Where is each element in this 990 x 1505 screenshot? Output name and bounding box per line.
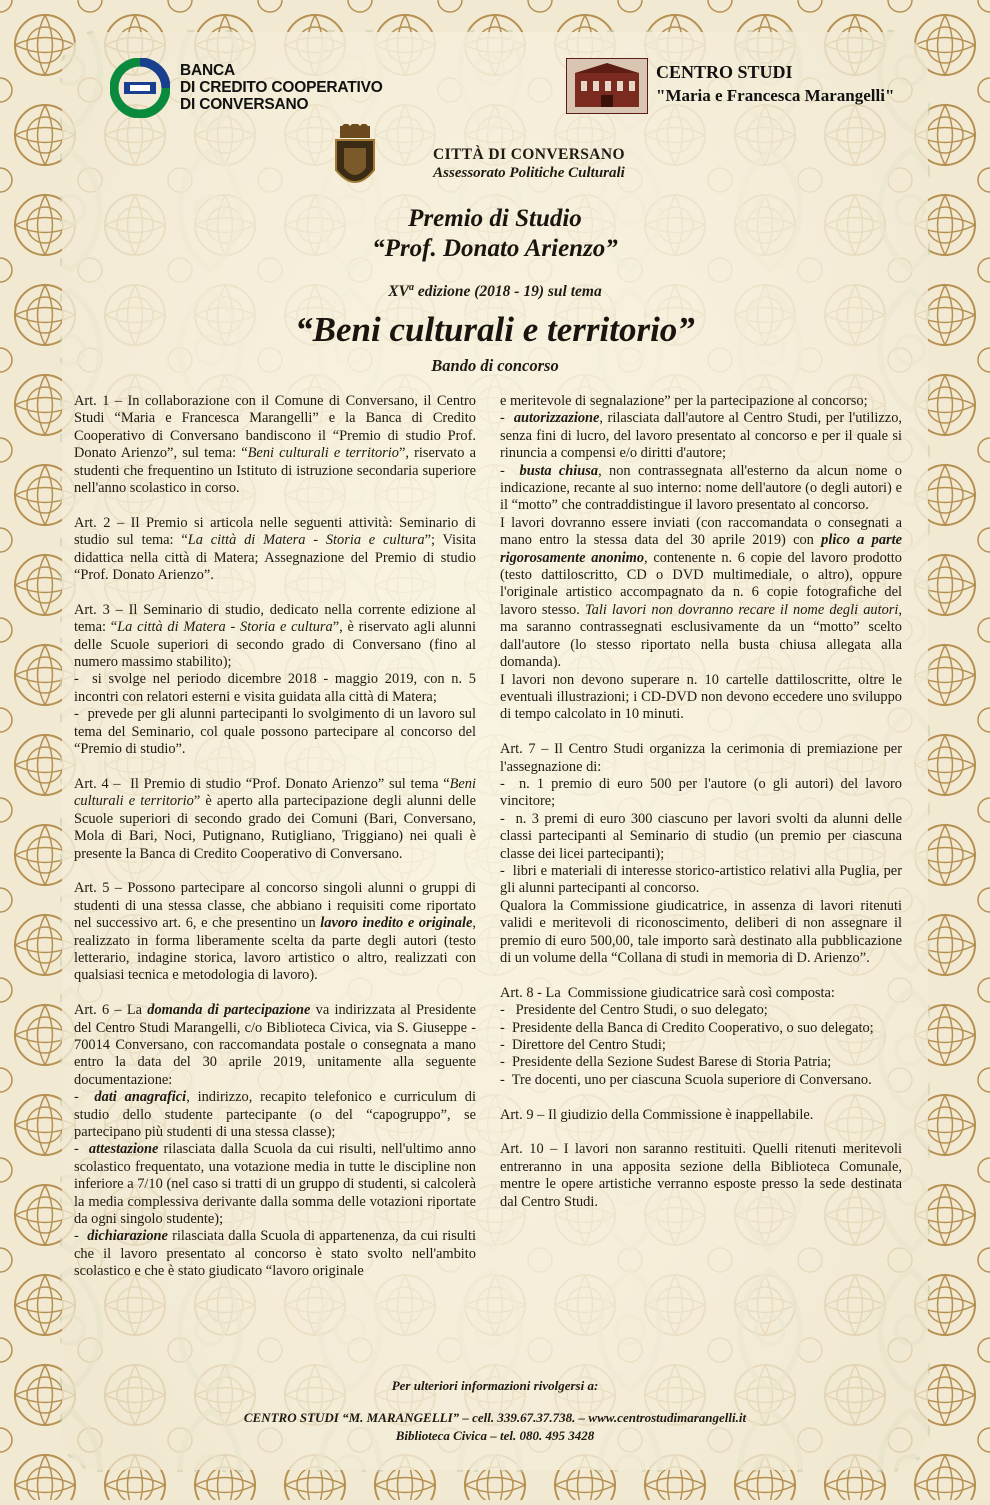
footer-info: Per ulteriori informazioni rivolgersi a: (391, 1378, 599, 1393)
articles-left-column (74, 393, 476, 1281)
prize-title: Premio di Studio “Prof. Donato Arienzo” (372, 205, 618, 262)
footer-library: Biblioteca Civica – tel. 080. 495 3428 (395, 1428, 595, 1443)
bando-subtitle: Bando di concorso (431, 356, 559, 375)
city-heading (404, 146, 654, 182)
footer-contacts: CENTRO STUDI “M. MARANGELLI” – cell. 339.67.37.738. – www.centrostudimarangelli.it (243, 1410, 747, 1425)
article-4: Art. 4 – Il Premio di studio “Prof. Donato Arienzo” sul tema “Beni culturali e territorio” è aperto alla partecipazione degli alunni delle Scuole superiori di secondo grado dei Comuni (Bari, Conversano, Mola di Bari, Noci, Putignano, Rutigliano, Triggiano) nei quali è presente la Banca di Credito Cooperativo di Conversano. (74, 775, 476, 862)
article-5: Art. 5 – Possono partecipare al concorso singoli alunni o gruppi di studenti di una stessa classe, che abbiano i requisiti come riportato nel successivo art. 6, e che presentino un lavoro inedito e originale, realizzato in forma liberamente scelta da parte degli autori (testo letterario, indagine storica, lavoro artistico o altro, realizzati con qualsiasi tecnica e metodologia di lavoro). (74, 880, 476, 984)
centro-studi-logo (566, 58, 926, 120)
article-1: Art. 1 – In collaborazione con il Comune di Conversano, il Centro Studi “Maria e Francesca Marangelli” e la Banca di Credito Cooperativo di Conversano bandiscono il “Premio di studio Prof. Donato Arienzo”, sul tema: “Beni culturali e territorio”, riservato a studenti che frequentino un Istituto di istruzione secondaria superiore nell'anno scolastico in corso. (74, 393, 476, 497)
article-6-continued: e meritevole di segnalazione” per la partecipazione al concorso; - autorizzazione, rilasciata dall'autore al Centro Studi, per l'utilizzo, senza fini di lucro, del lavoro presentato al concorso e per il quale si rinuncia a compensi e/o diritti d'autore; - busta chiusa, non contrassegnata all'esterno da alcun nome o indicazione, recante al suo interno: nome dell'autore (o degli autori) e il “motto” che contraddistingue il lavoro presentato al concorso. I lavori dovranno essere inviati (con raccomandata o consegnati a mano entro la stessa data del 30 aprile 2019) con plico a parte rigorosamente anonimo, contenente n. 6 copie del lavoro prodotto (testo dattiloscritto, CD o DVD multimediale, o altro), oppure l'originale artistico accompagnato da n. 6 copie fotografiche del lavoro stesso. Tali lavori non dovranno recare il nome degli autori, ma saranno contrassegnati esclusivamente da un “motto” scelto dall'autore (lo stesso riportato nella busta chiusa allegata alla domanda). I lavori non devono superare n. 10 cartelle dattiloscritte, oltre le eventuali illustrazioni; i CD-DVD non devono eccedere uno sviluppo di tempo calcolato in 10 minuti. (500, 393, 903, 723)
bank-logo (110, 58, 383, 118)
building-photo-icon (566, 58, 648, 114)
city-name: CITTÀ DI CONVERSANO (433, 146, 625, 163)
department-name: Assessorato Politiche Culturali (433, 165, 625, 181)
edition-line: $XV^a$ edizione (2018 - 19) sul tema (388, 282, 602, 301)
bank-logo-icon (110, 58, 170, 118)
city-crest-icon (330, 124, 380, 196)
article-9: Art. 9 – Il giudizio della Commissione è inappellabile. (500, 1106, 814, 1123)
article-2: Art. 2 – Il Premio si articola nelle seguenti attività: Seminario di studio sul tema: “La città di Matera - Storia e cultura”; Visita didattica nella città di Matera; Assegnazione del Premio di studio “Prof. Donato Arienzo”. (74, 514, 476, 584)
theme-title: “Beni culturali e territorio” (295, 310, 695, 349)
article-8: Art. 8 - La Commissione giudicatrice sarà così composta: - Presidente del Centro Studi, o suo delegato; - Presidente della Banca di Credito Cooperativo, o suo delegato; - Direttore del Centro Studi; - Presidente della Sezione Sudest Barese di Storia Patria; - Tre docenti, uno per ciascuna Scuola superiore di Conversano. (500, 984, 874, 1088)
articles-right-column (500, 393, 902, 1228)
article-3: Art. 3 – Il Seminario di studio, dedicato nella corrente edizione al tema: “La città di Matera - Storia e cultura”, è riservato agli alunni delle Scuole superiori di secondo grado di Conversano (fino al numero massimo stabilito); - si svolge nel periodo dicembre 2018 - maggio 2019, con n. 5 incontri con relatori esterni e visita guidata alla città di Matera; - prevede per gli alunni partecipanti lo svolgimento di un lavoro sul tema del Seminario, col quale possono partecipare al concorso del “Premio di studio”. (74, 601, 477, 758)
article-6: Art. 6 – La domanda di partecipazione va indirizzata al Presidente del Centro Studi Marangelli, c/o Biblioteca Civica, via S. Giuseppe - 70014 Conversano, con raccomandata postale o consegnata a mano entro la data del 30 aprile 2019, unitamente alla seguente documentazione: - dati anagrafici, indirizzo, recapito telefonico e curriculum di studio dello studente partecipante (o del “capogruppo”, se partecipano più studenti di una stessa classe); - attestazione rilasciata dalla Scuola da cui risulti, nell'ultimo anno scolastico frequentato, una votazione media in tutte le discipline non inferiore a 7/10 (nel caso si tratti di un gruppo di studenti, si calcolerà la media complessiva derivante dalla somma delle votazioni riportate da ogni singolo studente); - dichiarazione rilasciata dalla Scuola di appartenenza, da cui risulti che il lavoro presentato al concorso è stato svolto nell'ambito scolastico e che è stato giudicato “lavoro originale (74, 1002, 476, 1280)
article-10: Art. 10 – I lavori non saranno restituiti. Quelli ritenuti meritevoli entreranno in una apposita sezione della Biblioteca Comunale, mentre le opere artistiche verranno esposte presso la sede destinata dal Centro Studi. (500, 1141, 902, 1210)
article-7: Art. 7 – Il Centro Studi organizza la cerimonia di premiazione per l'assegnazione di: - n. 1 premio di euro 500 per l'autore (o gli autori) del lavoro vincitore; - n. 3 premi di euro 300 ciascuno per lavori svolti da alunni delle classi partecipanti al Seminario di studio (un premio per ciascuna classe dei licei partecipanti); - libri e materiali di interesse storico-artistico relativi alla Puglia, per gli alunni partecipanti al concorso. Qualora la Commissione giudicatrice, in assenza di lavori ritenuti validi e meritevoli di riconoscimento, deliberi di non assegnare il premio di euro 500,00, tale importo sarà destinato alla pubblicazione di un volume della “Collana di studi in memoria di D. Arienzo”. (500, 741, 902, 966)
bank-name: BANCA DI CREDITO COOPERATIVO DI CONVERSANO (180, 62, 383, 113)
centro-studi-subtitle: "Maria e Francesca Marangelli" (656, 86, 895, 105)
centro-studi-title: CENTRO STUDI (656, 62, 793, 82)
